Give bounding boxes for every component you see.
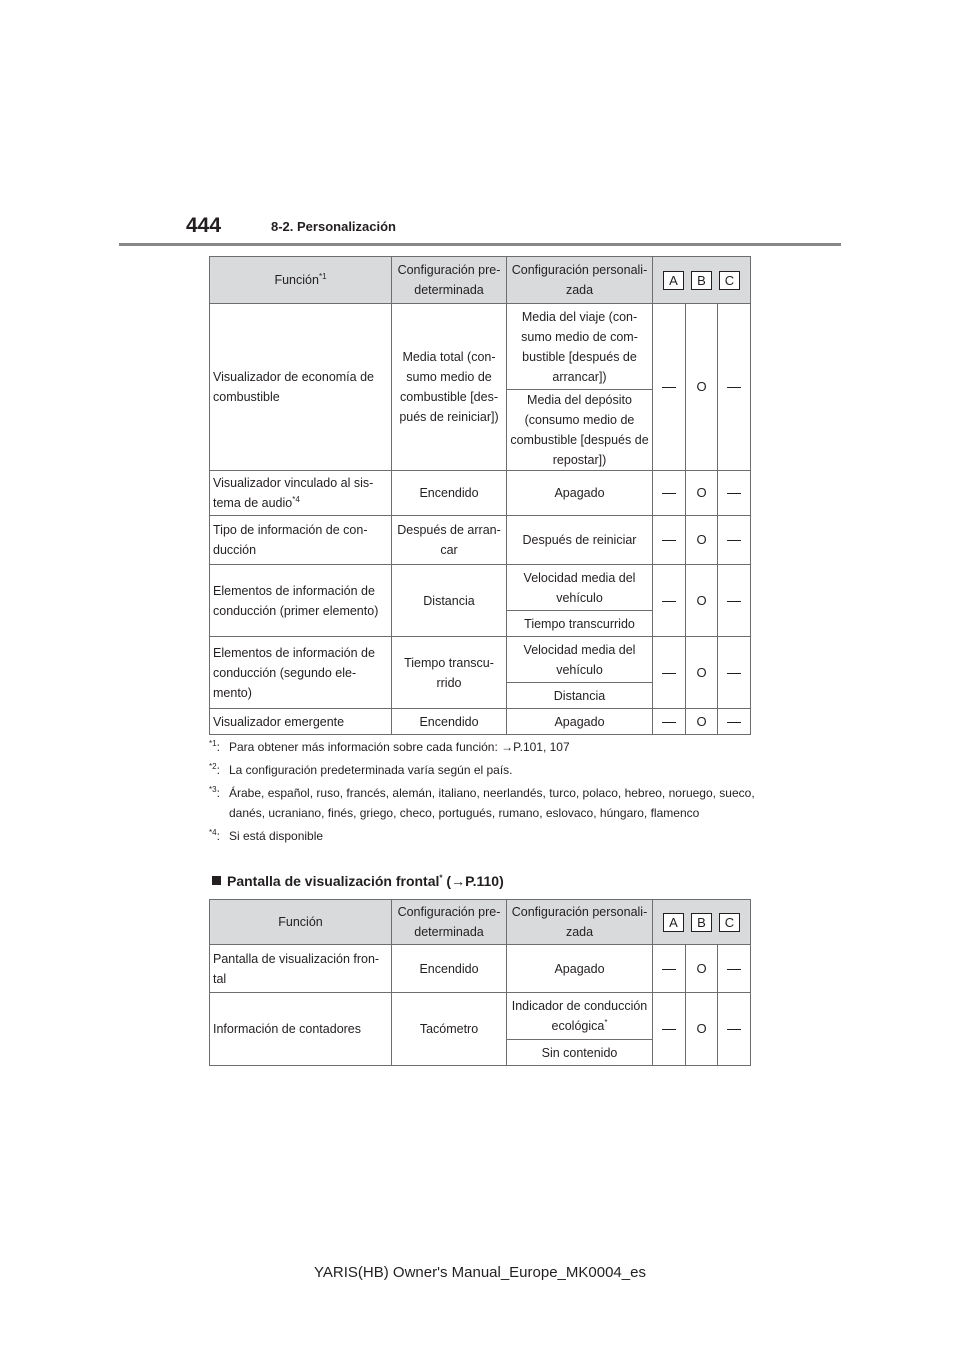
cell-personalizada: Tiempo transcurrido	[507, 611, 653, 637]
col-header-personalizada: Configuración personali-zada	[507, 257, 653, 304]
abc-box-c: C	[719, 271, 740, 290]
footnote: $^{*4}$: Si está disponible	[209, 828, 324, 843]
table-row	[210, 993, 751, 1040]
header-rule	[119, 243, 841, 246]
table-row	[210, 709, 751, 735]
section-title: 8-2. Personalización	[271, 219, 396, 234]
cell-funcion: Visualizador vinculado al sis-tema de audio$^{*4}$	[210, 471, 392, 516]
dash-mark	[727, 722, 741, 723]
abc-box-b: B	[691, 913, 712, 932]
section-subheading: Pantalla de visualización frontal* (→P.110)	[212, 873, 504, 889]
cell-funcion: Visualizador de economía de combustible	[210, 304, 392, 471]
cell-personalizada: Velocidad media del vehículo	[507, 637, 653, 683]
dash-mark	[662, 601, 676, 602]
dash-mark	[662, 673, 676, 674]
cell-c	[718, 637, 751, 709]
cell-b: O	[686, 516, 718, 565]
cell-a	[653, 471, 686, 516]
cell-b: O	[686, 709, 718, 735]
cell-b: O	[686, 471, 718, 516]
cell-funcion: Pantalla de visualización fron-tal	[210, 945, 392, 993]
dash-mark	[727, 540, 741, 541]
cell-predeterminada: Encendido	[392, 709, 507, 735]
cell-b: O	[686, 945, 718, 993]
cell-b: O	[686, 637, 718, 709]
dash-mark	[662, 1029, 676, 1030]
dash-mark	[662, 722, 676, 723]
table-row	[210, 945, 751, 993]
col-header-abc	[653, 900, 751, 945]
cell-c	[718, 945, 751, 993]
cell-funcion: Tipo de información de con-ducción	[210, 516, 392, 565]
cell-a	[653, 516, 686, 565]
dash-mark	[662, 493, 676, 494]
cell-a	[653, 565, 686, 637]
col-header-personalizada: Configuración personali-zada	[507, 900, 653, 945]
cell-c	[718, 565, 751, 637]
cell-a	[653, 945, 686, 993]
table-row	[210, 304, 751, 390]
cell-b: O	[686, 565, 718, 637]
cell-predeterminada: Tacómetro	[392, 993, 507, 1066]
cell-personalizada: Apagado	[507, 945, 653, 993]
customization-table-1	[209, 256, 751, 735]
cell-funcion: Visualizador emergente	[210, 709, 392, 735]
col-header-abc	[653, 257, 751, 304]
cell-personalizada: Sin contenido	[507, 1040, 653, 1066]
cell-c	[718, 471, 751, 516]
cell-funcion: Elementos de información de conducción (segundo ele-mento)	[210, 637, 392, 709]
footnote: $^{*2}$: La configuración predeterminada varía según el país.	[209, 762, 513, 777]
cell-personalizada: Apagado	[507, 471, 653, 516]
table-row	[210, 471, 751, 516]
cell-c	[718, 709, 751, 735]
cell-predeterminada: Media total (con-sumo medio de combustible [des-pués de reiniciar])	[392, 304, 507, 471]
customization-table-2	[209, 899, 751, 1066]
cell-personalizada: Velocidad media del vehículo	[507, 565, 653, 611]
cell-funcion: Información de contadores	[210, 993, 392, 1066]
cell-b: O	[686, 304, 718, 471]
cell-c	[718, 304, 751, 471]
cell-a	[653, 304, 686, 471]
square-bullet-icon	[212, 876, 221, 885]
dash-mark	[727, 387, 741, 388]
dash-mark	[727, 673, 741, 674]
cell-predeterminada: Encendido	[392, 471, 507, 516]
cell-predeterminada: Tiempo transcu-rrido	[392, 637, 507, 709]
cell-a	[653, 637, 686, 709]
footnote: $^{*3}$: Árabe, español, ruso, francés, alemán, italiano, neerlandés, turco, polaco, hebreo, noruego, sueco, danés, ucraniano, finés, griego, checo, portugués, rumano, eslovaco, húngaro, flamenco	[209, 785, 755, 820]
dash-mark	[727, 969, 741, 970]
abc-box-b: B	[691, 271, 712, 290]
page-number: 444	[186, 214, 222, 237]
dash-mark	[662, 387, 676, 388]
table-row	[210, 565, 751, 611]
cell-a	[653, 993, 686, 1066]
dash-mark	[727, 493, 741, 494]
cell-c	[718, 516, 751, 565]
abc-box-a: A	[663, 913, 684, 932]
cell-predeterminada: Distancia	[392, 565, 507, 637]
cell-predeterminada: Después de arran-car	[392, 516, 507, 565]
table-row	[210, 637, 751, 683]
dash-mark	[662, 540, 676, 541]
abc-box-a: A	[663, 271, 684, 290]
cell-personalizada: Después de reiniciar	[507, 516, 653, 565]
cell-c	[718, 993, 751, 1066]
abc-box-c: C	[719, 913, 740, 932]
col-header-funcion: Función	[210, 900, 392, 945]
col-header-funcion: Función$^{*1}$	[210, 257, 392, 304]
cell-personalizada: Media del viaje (con-sumo medio de com-bustible [después de arrancar])	[507, 304, 653, 390]
footnotes	[209, 737, 769, 846]
cell-b: O	[686, 993, 718, 1066]
dash-mark	[662, 969, 676, 970]
cell-predeterminada: Encendido	[392, 945, 507, 993]
dash-mark	[727, 601, 741, 602]
col-header-predeterminada: Configuración pre-determinada	[392, 257, 507, 304]
page-footer: YARIS(HB) Owner's Manual_Europe_MK0004_es	[314, 1264, 646, 1281]
cell-personalizada: Media del depósito (consumo medio de combustible [después de repostar])	[507, 390, 653, 471]
cell-personalizada: Distancia	[507, 683, 653, 709]
footnote: $^{*1}$: Para obtener más información sobre cada función: →P.101, 107	[209, 739, 570, 754]
cell-funcion: Elementos de información de conducción (primer elemento)	[210, 565, 392, 637]
dash-mark	[727, 1029, 741, 1030]
cell-personalizada: Apagado	[507, 709, 653, 735]
table-row	[210, 516, 751, 565]
cell-personalizada: Indicador de conducción ecológica*	[507, 993, 653, 1040]
col-header-predeterminada: Configuración pre-determinada	[392, 900, 507, 945]
cell-a	[653, 709, 686, 735]
